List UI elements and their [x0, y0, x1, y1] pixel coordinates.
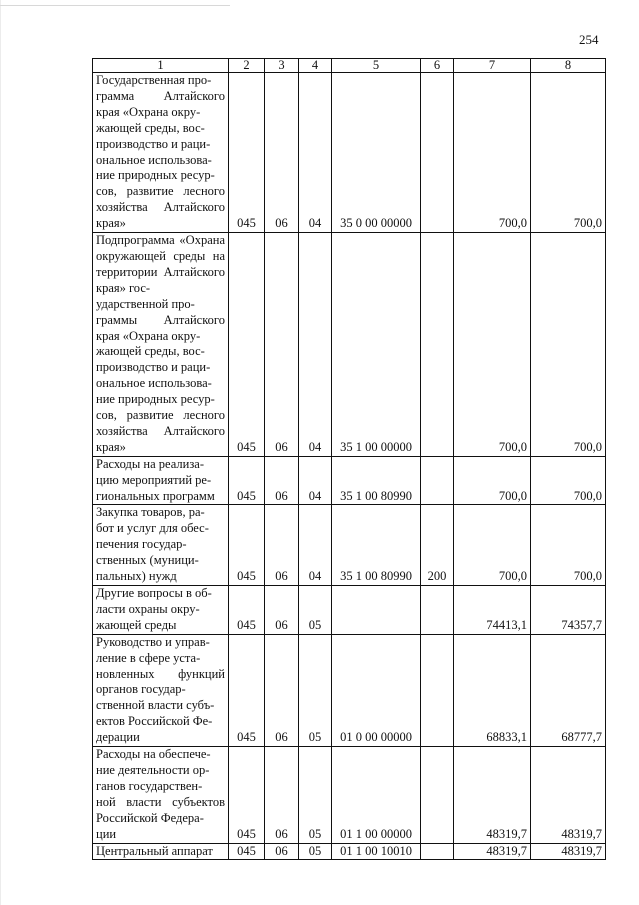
subsection-code: 05 — [299, 843, 332, 860]
target-article-code: 35 1 00 80990 — [332, 505, 421, 586]
expense-type-code — [421, 73, 454, 233]
amount-col7: 68833,1 — [454, 634, 531, 746]
expense-type-code — [421, 747, 454, 843]
amount-col8: 48319,7 — [531, 747, 606, 843]
section-code: 06 — [265, 586, 299, 635]
target-article-code — [332, 586, 421, 635]
item-name: Расходы на обеспече- ние деятельности ор- ганов государствен- ной власти субъектов Российской Федера- ции — [93, 747, 229, 843]
subsection-code: 04 — [299, 456, 332, 505]
subsection-code: 04 — [299, 73, 332, 233]
target-article-code: 35 1 00 00000 — [332, 233, 421, 457]
header-rule — [0, 5, 230, 6]
target-article-code: 01 0 00 00000 — [332, 634, 421, 746]
ministry-code: 045 — [229, 73, 265, 233]
column-header: 5 — [332, 59, 421, 73]
section-code: 06 — [265, 73, 299, 233]
column-header: 4 — [299, 59, 332, 73]
target-article-code: 01 1 00 10010 — [332, 843, 421, 860]
expense-type-code: 200 — [421, 505, 454, 586]
ministry-code: 045 — [229, 456, 265, 505]
column-header: 8 — [531, 59, 606, 73]
amount-col7: 48319,7 — [454, 747, 531, 843]
table-row — [93, 747, 606, 843]
subsection-code: 04 — [299, 233, 332, 457]
ministry-code: 045 — [229, 505, 265, 586]
expense-type-code — [421, 586, 454, 635]
subsection-code: 05 — [299, 634, 332, 746]
table-row — [93, 843, 606, 860]
section-code: 06 — [265, 505, 299, 586]
ministry-code: 045 — [229, 843, 265, 860]
budget-table — [92, 58, 606, 860]
amount-col8: 74357,7 — [531, 586, 606, 635]
expense-type-code — [421, 843, 454, 860]
amount-col7: 700,0 — [454, 505, 531, 586]
amount-col7: 700,0 — [454, 233, 531, 457]
column-header: 7 — [454, 59, 531, 73]
section-code: 06 — [265, 634, 299, 746]
scan-edge-line — [0, 0, 1, 905]
subsection-code: 05 — [299, 747, 332, 843]
section-code: 06 — [265, 233, 299, 457]
item-name: Центральный аппарат — [93, 843, 229, 860]
item-name: Подпрограмма «Охрана окружающей среды на территории Алтайского края» гос- ударственной про- граммы Алтайского края «Охрана окру- жающей среды, вос- производство и раци- ональное использова- ние природных ресур- сов, развитие лесного хозяйства Алтайского края» — [93, 233, 229, 457]
item-name: Руководство и управ- ление в сфере уста- новленных функций органов государ- ственной власти субъ- ектов Российской Фе- дерации — [93, 634, 229, 746]
page-number: 254 — [579, 32, 599, 47]
expense-type-code — [421, 456, 454, 505]
ministry-code: 045 — [229, 586, 265, 635]
ministry-code: 045 — [229, 747, 265, 843]
header-row — [93, 59, 606, 73]
column-header: 3 — [265, 59, 299, 73]
item-name: Другие вопросы в об- ласти охраны окру- жающей среды — [93, 586, 229, 635]
column-header: 6 — [421, 59, 454, 73]
item-name: Расходы на реализа- цию мероприятий ре- гиональных программ — [93, 456, 229, 505]
section-code: 06 — [265, 456, 299, 505]
column-header: 1 — [93, 59, 229, 73]
amount-col7: 74413,1 — [454, 586, 531, 635]
amount-col8: 48319,7 — [531, 843, 606, 860]
section-code: 06 — [265, 843, 299, 860]
table-row — [93, 505, 606, 586]
section-code: 06 — [265, 747, 299, 843]
amount-col8: 700,0 — [531, 456, 606, 505]
target-article-code: 35 1 00 80990 — [332, 456, 421, 505]
table-row — [93, 456, 606, 505]
table-row — [93, 73, 606, 233]
subsection-code: 04 — [299, 505, 332, 586]
amount-col7: 48319,7 — [454, 843, 531, 860]
expense-type-code — [421, 634, 454, 746]
table-body — [93, 73, 606, 860]
target-article-code: 01 1 00 00000 — [332, 747, 421, 843]
amount-col8: 700,0 — [531, 73, 606, 233]
amount-col7: 700,0 — [454, 456, 531, 505]
amount-col8: 700,0 — [531, 233, 606, 457]
amount-col8: 700,0 — [531, 505, 606, 586]
ministry-code: 045 — [229, 233, 265, 457]
subsection-code: 05 — [299, 586, 332, 635]
amount-col7: 700,0 — [454, 73, 531, 233]
ministry-code: 045 — [229, 634, 265, 746]
target-article-code: 35 0 00 00000 — [332, 73, 421, 233]
item-name: Государственная про- грамма Алтайского края «Охрана окру- жающей среды, вос- производство и раци- ональное использова- ние природных ресур- сов, развитие лесного хозяйства Алтайского края» — [93, 73, 229, 233]
amount-col8: 68777,7 — [531, 634, 606, 746]
column-header: 2 — [229, 59, 265, 73]
table-row — [93, 233, 606, 457]
table-row — [93, 634, 606, 746]
table-row — [93, 586, 606, 635]
item-name: Закупка товаров, ра- бот и услуг для обес- печения государ- ственных (муници- пальных) нужд — [93, 505, 229, 586]
expense-type-code — [421, 233, 454, 457]
